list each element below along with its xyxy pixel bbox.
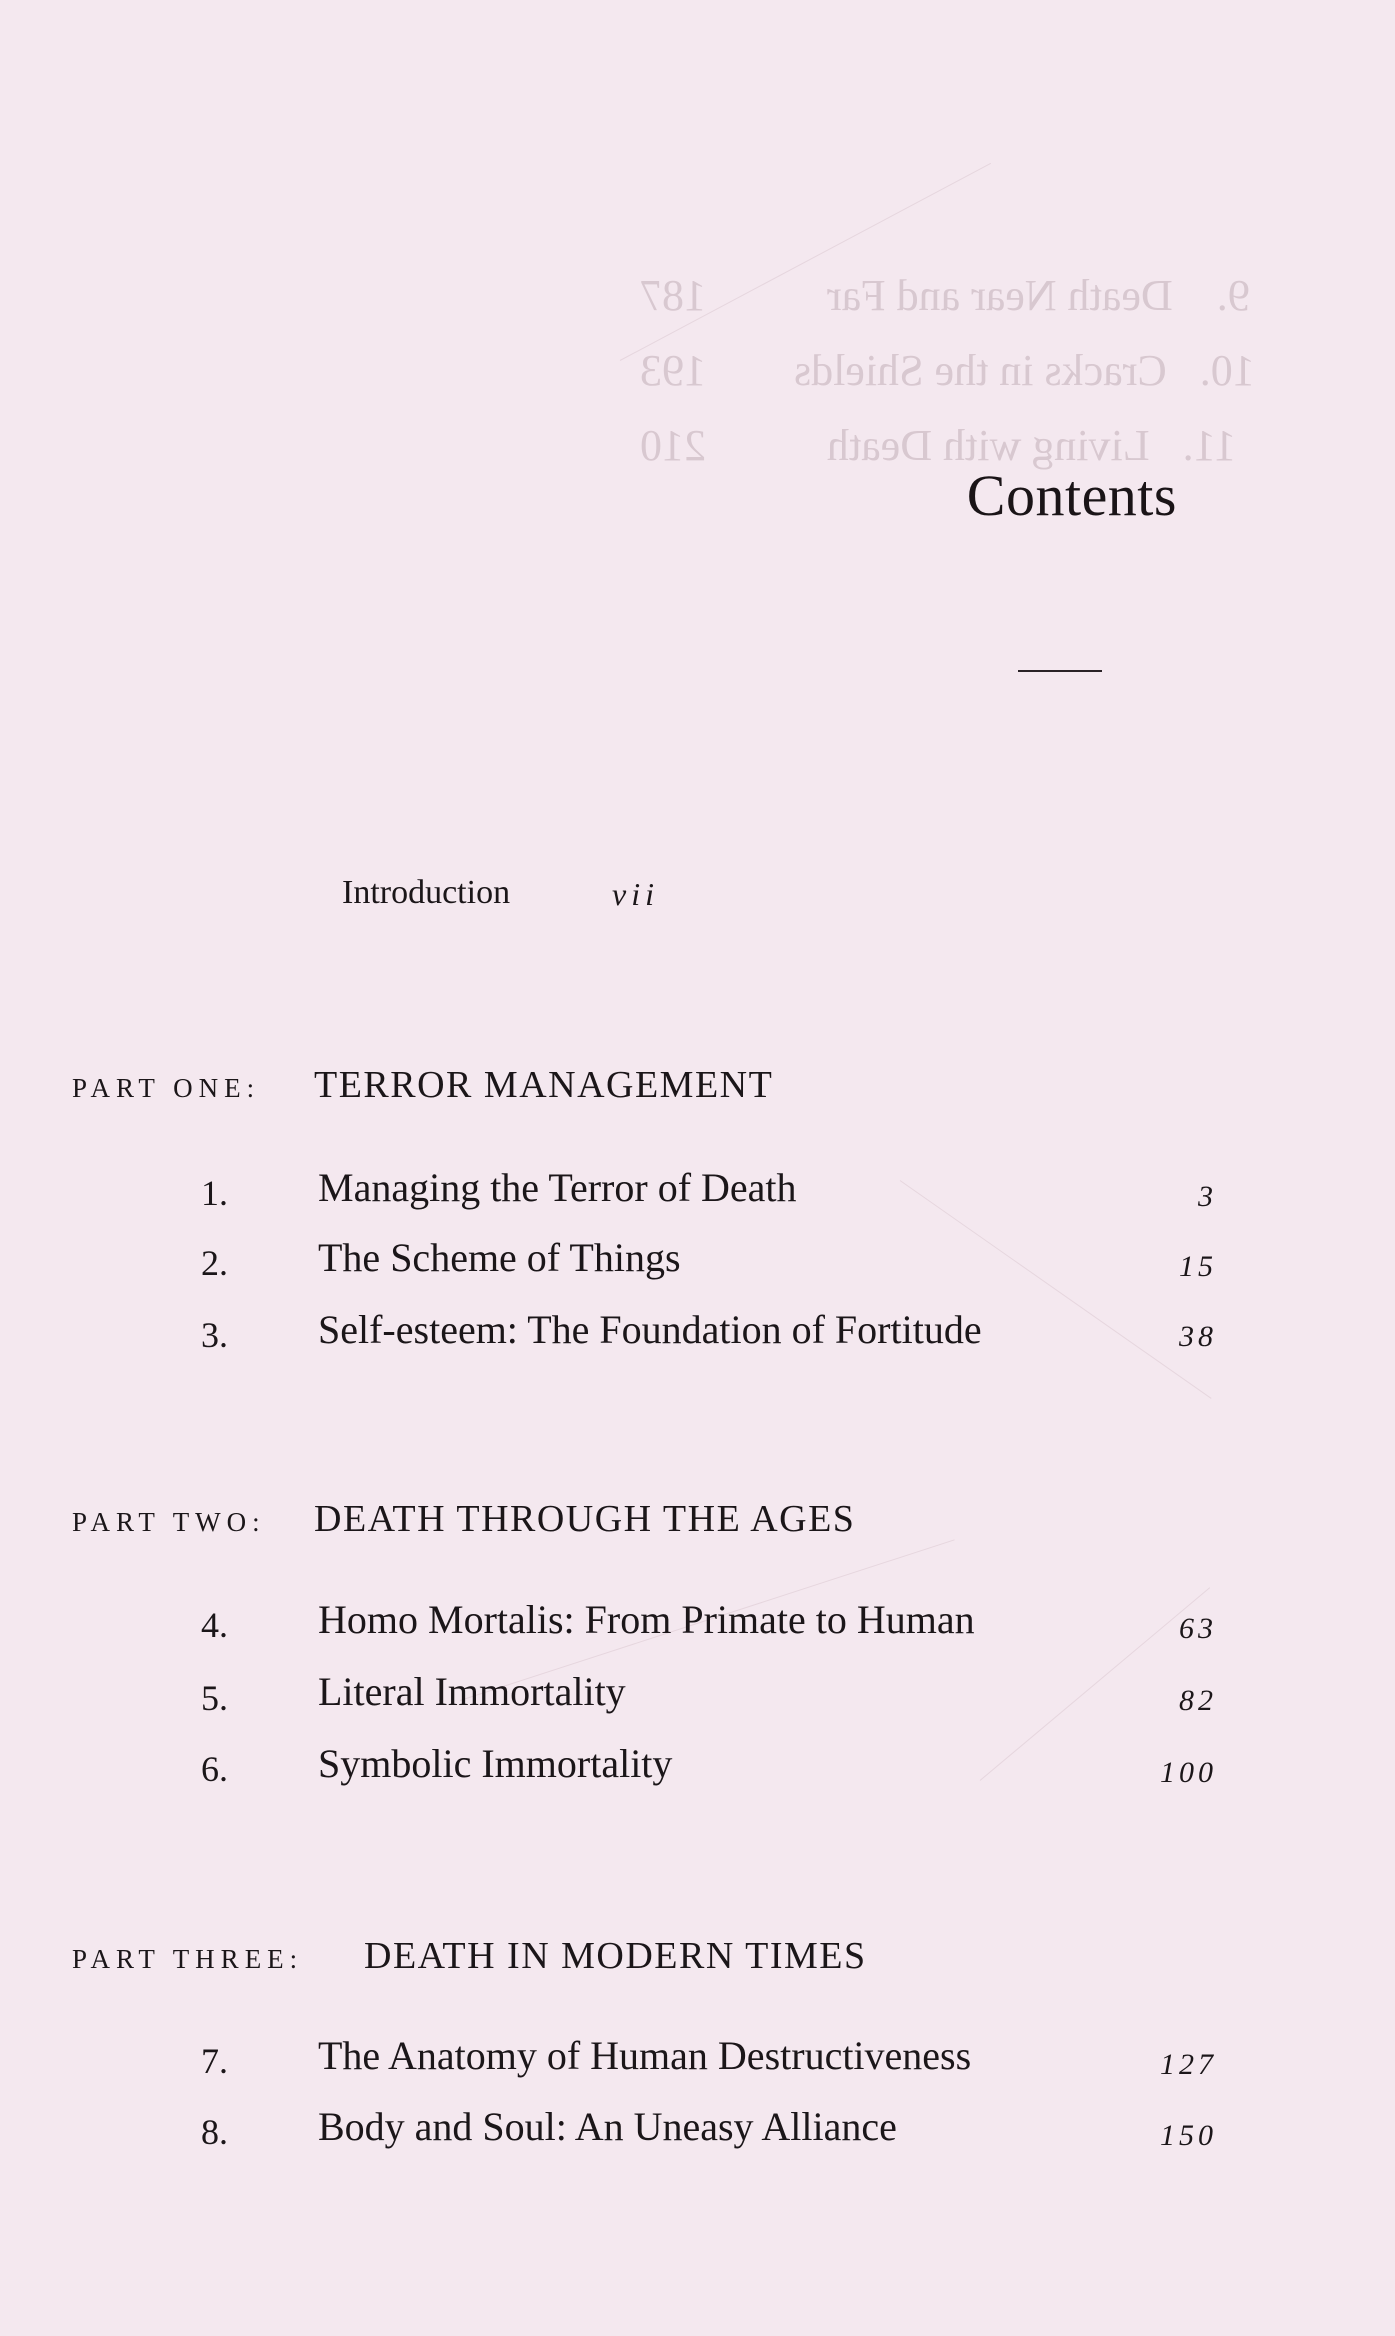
chapter-page: 150 bbox=[1160, 2119, 1217, 2152]
chapter-number: 7. bbox=[201, 2041, 228, 2081]
title-divider bbox=[1018, 670, 1102, 672]
chapter-title: The Anatomy of Human Destructiveness bbox=[318, 2033, 972, 2078]
chapter-title: Literal Immortality bbox=[318, 1669, 626, 1714]
chapter-page: 100 bbox=[1160, 1756, 1217, 1789]
bleed-through-text: 10. Cracks in the Shields 193 bbox=[640, 346, 1255, 395]
chapter-page: 127 bbox=[1160, 2048, 1217, 2081]
part-title: TERROR MANAGEMENT bbox=[314, 1064, 774, 1106]
chapter-number: 3. bbox=[201, 1315, 228, 1355]
chapter-number: 5. bbox=[201, 1678, 228, 1718]
page-title: Contents bbox=[966, 463, 1177, 528]
chapter-page: 38 bbox=[1179, 1320, 1217, 1353]
chapter-number: 1. bbox=[201, 1173, 228, 1213]
bleed-through-text: 11. Living with Death 210 bbox=[640, 421, 1236, 470]
chapter-number: 2. bbox=[201, 1243, 228, 1283]
chapter-title: Self-esteem: The Foundation of Fortitude bbox=[318, 1307, 982, 1352]
part-label: PART TWO: bbox=[72, 1507, 266, 1537]
chapter-page: 3 bbox=[1198, 1180, 1217, 1213]
chapter-number: 8. bbox=[201, 2112, 228, 2152]
chapter-number: 4. bbox=[201, 1605, 228, 1645]
part-label: PART THREE: bbox=[72, 1944, 304, 1974]
chapter-page: 63 bbox=[1179, 1612, 1217, 1645]
chapter-title: The Scheme of Things bbox=[318, 1235, 681, 1280]
chapter-title: Body and Soul: An Uneasy Alliance bbox=[318, 2104, 897, 2149]
chapter-page: 15 bbox=[1179, 1250, 1217, 1283]
part-label: PART ONE: bbox=[72, 1073, 261, 1103]
chapter-title: Symbolic Immortality bbox=[318, 1741, 673, 1786]
chapter-page: 82 bbox=[1179, 1684, 1217, 1717]
part-title: DEATH IN MODERN TIMES bbox=[364, 1935, 867, 1977]
chapter-number: 6. bbox=[201, 1749, 228, 1789]
part-title: DEATH THROUGH THE AGES bbox=[314, 1498, 856, 1540]
toc-entry-introduction: Introduction bbox=[342, 874, 511, 911]
bleed-through-text: 9. Death Near and Far 187 bbox=[640, 271, 1250, 320]
chapter-title: Homo Mortalis: From Primate to Human bbox=[318, 1597, 975, 1642]
chapter-title: Managing the Terror of Death bbox=[318, 1165, 797, 1210]
toc-entry-introduction-page: vii bbox=[612, 876, 659, 912]
